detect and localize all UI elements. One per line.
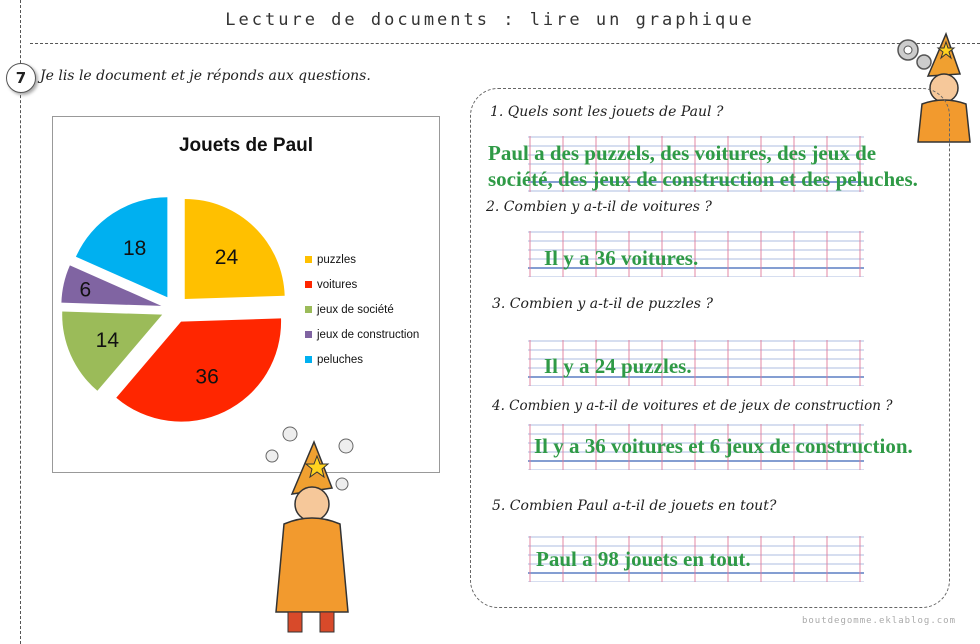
legend-swatch [305, 306, 312, 313]
answer-1-line-2: société, des jeux de construction et des peluches. [488, 167, 918, 191]
answer-4: Il y a 36 voitures et 6 jeux de construction. [534, 434, 913, 458]
pie-chart [53, 117, 439, 472]
thinking-wizard-illustration [262, 416, 362, 640]
pie-value-label: 6 [79, 278, 92, 302]
header-divider [30, 43, 980, 44]
question-1: 1. Quels sont les jouets de Paul ? [490, 104, 724, 120]
exercise-instruction: Je lis le document et je réponds aux questions. [40, 68, 371, 84]
legend-label: peluches [317, 354, 364, 366]
chart-title: Jouets de Paul [178, 135, 314, 156]
wizard-robe-icon [276, 518, 348, 612]
answer-3: Il y a 24 puzzles. [544, 354, 692, 378]
question-5: 5. Combien Paul a-t-il de jouets en tout? [492, 498, 777, 514]
thought-puff-icon [339, 439, 353, 453]
legend-label: voitures [317, 279, 358, 291]
legend-swatch [305, 256, 312, 263]
legend-swatch [305, 331, 312, 338]
pie-chart-frame [52, 116, 440, 473]
margin-divider [20, 0, 21, 644]
pie-value-label: 24 [214, 245, 239, 269]
legend-label: jeux de société [317, 304, 394, 316]
legend-swatch [305, 356, 312, 363]
legend-swatch [305, 281, 312, 288]
thought-puff-icon [266, 450, 278, 462]
site-credit: boutdegomme.eklablog.com [801, 616, 956, 626]
answer-5: Paul a 98 jouets en tout. [536, 547, 751, 571]
legend-label: puzzles [317, 254, 356, 266]
wizard-face-icon [295, 487, 329, 521]
exercise-number-badge: 7 [6, 63, 36, 93]
thought-puff-icon [283, 427, 297, 441]
worksheet-title: Lecture de documents : lire un graphique [225, 10, 755, 30]
thought-puff-icon [336, 478, 348, 490]
answer-2: Il y a 36 voitures. [544, 246, 699, 270]
pie-value-label: 14 [95, 328, 120, 352]
gear-icon [917, 55, 931, 69]
question-3: 3. Combien y a-t-il de puzzles ? [492, 296, 713, 312]
answer-1-line-1: Paul a des puzzels, des voitures, des jeux de [488, 141, 877, 165]
question-4: 4. Combien y a-t-il de voitures et de jeux de construction ? [492, 398, 893, 414]
pie-value-label: 36 [195, 365, 219, 389]
legend-label: jeux de construction [317, 329, 420, 341]
question-2: 2. Combien y a-t-il de voitures ? [486, 199, 712, 215]
pie-value-label: 18 [122, 236, 147, 260]
